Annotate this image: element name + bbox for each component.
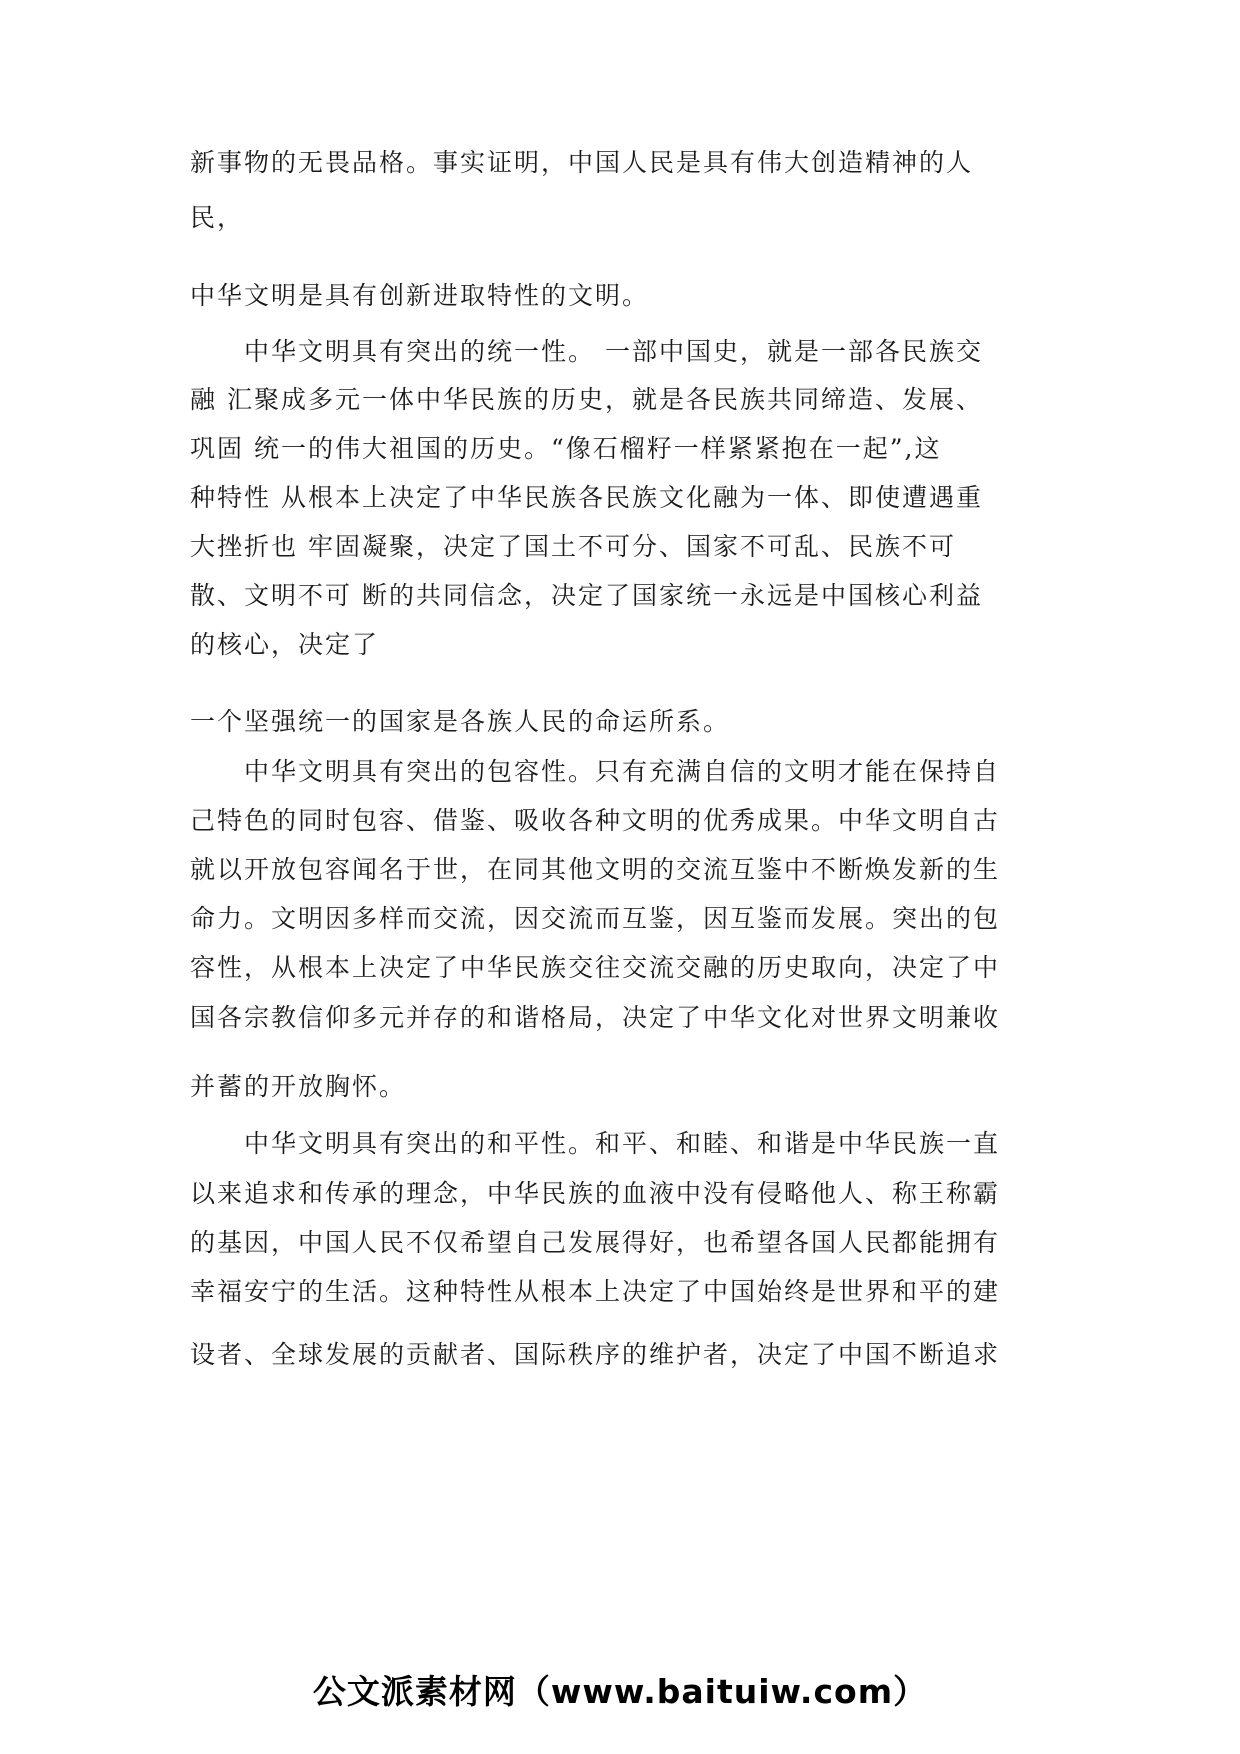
- footer-watermark: 公文派素材网（www.baituiw.com）: [312, 1672, 928, 1711]
- paragraph-start-line: 中华文明具有突出的统一性。 一部中国史，就是一部各民族交: [244, 337, 983, 366]
- text-line: 的核心，决定了: [190, 630, 380, 659]
- text-line: 己特色的同时包容、借鉴、吸收各种文明的优秀成果。中华文明自古: [190, 806, 1001, 835]
- text-line: 融 汇聚成多元一体中华民族的历史，就是各民族共同缔造、发展、: [190, 385, 983, 414]
- text-line: 散、文明不可 断的共同信念，决定了国家统一永远是中国核心利益: [190, 581, 983, 610]
- text-line: 民，: [190, 203, 245, 232]
- text-line: 种特性 从根本上决定了中华民族各民族文化融为一体、即使遭遇重: [190, 483, 983, 512]
- text-line: 以来追求和传承的理念，中华民族的血液中没有侵略他人、称王称霸: [190, 1179, 1001, 1208]
- text-line: 并蓄的开放胸怀。: [190, 1072, 407, 1101]
- text-line: 命力。文明因多样而交流，因交流而互鉴，因互鉴而发展。突出的包: [190, 904, 1001, 933]
- text-line: 容性，从根本上决定了中华民族交往交流交融的历史取向，决定了中: [190, 953, 1001, 982]
- text-line: 国各宗教信仰多元并存的和谐格局，决定了中华文化对世界文明兼收: [190, 1003, 1001, 1032]
- text-line: 幸福安宁的生活。这种特性从根本上决定了中国始终是世界和平的建: [190, 1277, 1001, 1306]
- text-line: 新事物的无畏品格。事实证明，中国人民是具有伟大创造精神的人: [190, 148, 974, 177]
- text-line: 的基因，中国人民不仅希望自己发展得好，也希望各国人民都能拥有: [190, 1228, 1001, 1257]
- text-line: 一个坚强统一的国家是各族人民的命运所系。: [190, 707, 731, 736]
- text-line: 中华文明是具有创新进取特性的文明。: [190, 281, 650, 310]
- text-line: 设者、全球发展的贡献者、国际秩序的维护者，决定了中国不断追求: [190, 1340, 1001, 1369]
- text-line: 就以开放包容闻名于世，在同其他文明的交流互鉴中不断焕发新的生: [190, 855, 1001, 884]
- text-line: 大挫折也 牢固凝聚，决定了国土不可分、国家不可乱、民族不可: [190, 532, 956, 561]
- paragraph-start-line: 中华文明具有突出的和平性。和平、和睦、和谐是中华民族一直: [244, 1129, 1001, 1158]
- paragraph-start-line: 中华文明具有突出的包容性。只有充满自信的文明才能在保持自: [244, 757, 1001, 786]
- text-line: 巩固 统一的伟大祖国的历史。“像石榴籽一样紧紧抱在一起”,这: [190, 434, 942, 463]
